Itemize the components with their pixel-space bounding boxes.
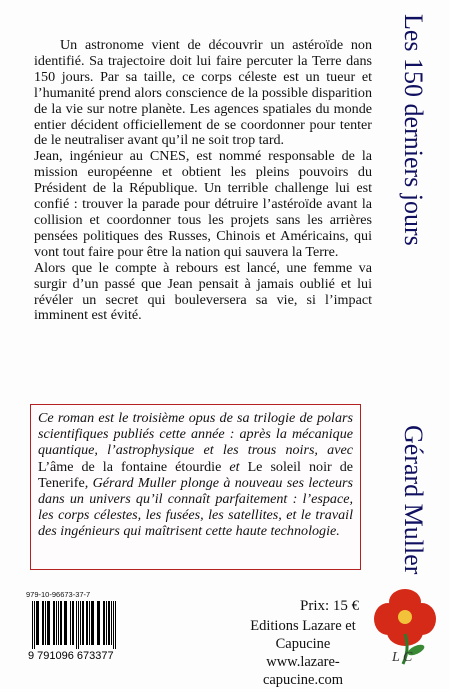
logo-initials: L C — [392, 650, 413, 665]
synopsis — [34, 38, 372, 324]
publisher-name: Editions Lazare et Capucine — [250, 618, 356, 652]
notice-book-1: L’âme de la fontaine étourdie — [38, 458, 222, 475]
publisher-website[interactable]: www.lazare-capucine.com — [262, 654, 344, 688]
barcode-icon — [26, 601, 164, 661]
notice-text-1: Ce roman est le troisième opus de sa trilogie de polars scientifiques publiés cette année : après la mécanique quantique, l’astrophysique et les trous noirs, avec — [38, 410, 353, 459]
notice-text-3: , Gérard Muller plonge à nouveau ses lecteurs dans un univers qu’il connaît parfaitement : l’espace, les corps célestes, les fusées, les satellites, et le travail des ingénieurs qui maîtrisent cette haute technologie. — [38, 474, 353, 540]
trilogy-notice-box — [30, 404, 361, 570]
isbn-number: 979-10-96673-37-7 — [26, 590, 91, 599]
synopsis-paragraph-3: Alors que le compte à rebours est lancé, une femme va surgir d’un passé que Jean pensait à jamais oublié et lui révéler un secret qui bouleversera sa vie, si l’impact imminent est évité. — [34, 259, 372, 324]
barcode-number: 9 791096 673377 — [28, 650, 114, 661]
synopsis-paragraph-2: Jean, ingénieur au CNES, est nommé responsable de la mission européenne et obtient les pleins pouvoirs du Président de la République. Un terrible challenge lui est confié : trouver la parade pour détruire l’astéroïde avant la collision et coordonner tous les projets sans les arrières pensées politiques des Russes, Chinois et Américains, qui vont tout faire pour être la nation qui sauvera la Terre. — [34, 148, 372, 260]
price: Prix: 15 € — [300, 598, 360, 614]
publisher-block — [233, 617, 373, 689]
notice-text-2: et — [221, 458, 248, 475]
barcode-block — [26, 590, 166, 661]
spine — [396, 14, 430, 574]
publisher-logo-flower-icon — [370, 584, 440, 666]
notice-book-2: Le soleil noir de Tenerife — [38, 458, 354, 491]
synopsis-paragraph-1: Un astronome vient de découvrir un astéroïde non identifié. Sa trajectoire doit lui faire percuter la Terre dans 150 jours. Par sa taille, ce corps céleste est un tueur et l’humanité prend alors conscience de la possible disparition de la vie sur notre planète. Les agences spatiales du monde entier décident officiellement de se coordonner pour tenter de le neutraliser avant qu’il ne soit trop tard. — [34, 37, 372, 149]
author-name: Gérard Muller — [399, 424, 428, 574]
book-title: Les 150 derniers jours — [399, 14, 428, 246]
